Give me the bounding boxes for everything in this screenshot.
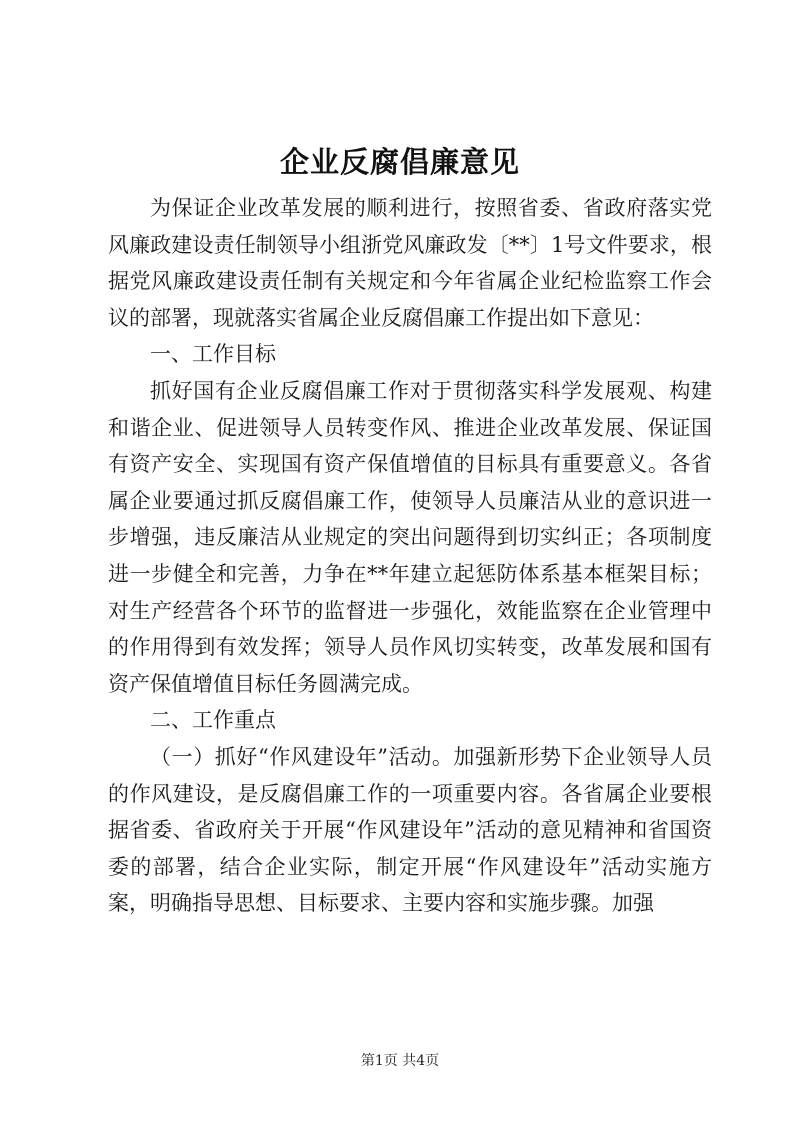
page-footer: 第1页 共4页 xyxy=(360,1053,440,1069)
goals-paragraph: 抓好国有企业反腐倡廉工作对于贯彻落实科学发展观、构建和谐企业、促进领导人员转变作风、推进企业改革发展、保证国有资产安全、实现国有资产保值增值的目标具有重要意义。各省属企业要通过抓反腐倡廉工作，使领导人员廉洁从业的意识进一步增强，违反廉洁从业规定的突出问题得到切实纠正；各项制度进一步健全和完善，力争在**年建立起惩防体系基本框架目标；对生产经营各个环节的监督进一步强化，效能监察在企业管理中的作用得到有效发挥；领导人员作风切实转变，改革发展和国有资产保值增值目标任务圆满完成。 xyxy=(108,378,712,696)
document-title: 企业反腐倡廉意见 xyxy=(279,145,520,179)
section-heading-goals: 一、工作目标 xyxy=(150,342,276,367)
document-body xyxy=(108,190,712,922)
focus-paragraph: （一）抓好“作风建设年”活动。加强新形势下企业领导人员的作风建设，是反腐倡廉工作的一项重要内容。各省属企业要根据省委、省政府关于开展“作风建设年”活动的意见精神和省国资委的部署，结合企业实际，制定开展“作风建设年”活动实施方案，明确指导思想、目标要求、主要内容和实施步骤。加强 xyxy=(108,744,712,916)
section-heading-focus: 二、工作重点 xyxy=(150,708,276,733)
intro-paragraph: 为保证企业改革发展的顺利进行，按照省委、省政府落实党风廉政建设责任制领导小组浙党风廉政发〔**〕1号文件要求，根据党风廉政建设责任制有关规定和今年省属企业纪检监察工作会议的部署，现就落实省属企业反腐倡廉工作提出如下意见： xyxy=(108,196,712,330)
